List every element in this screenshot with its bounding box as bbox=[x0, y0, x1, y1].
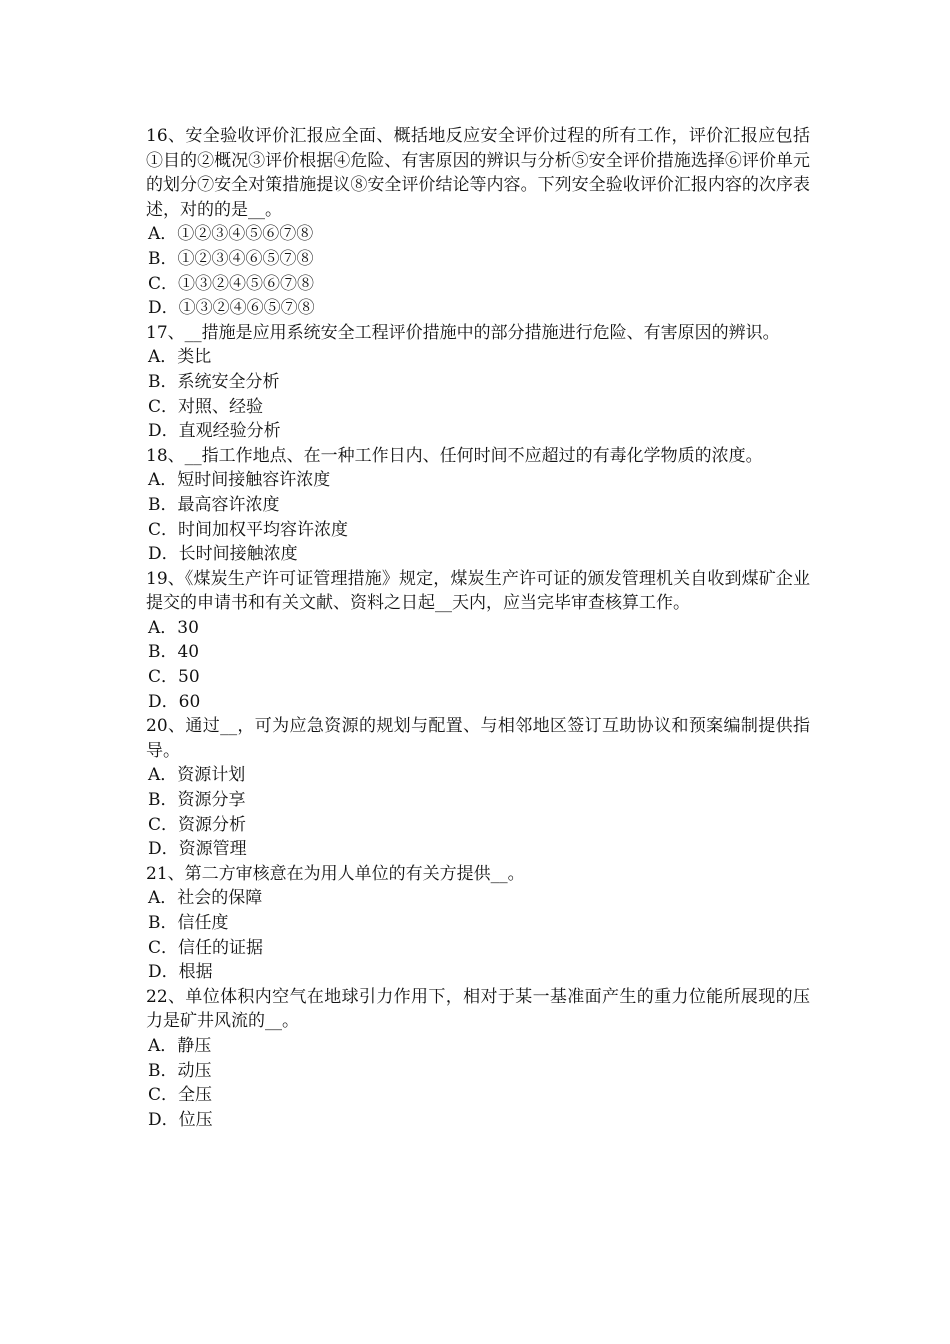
question-21 bbox=[146, 862, 810, 985]
option-c: C．对照、经验 bbox=[148, 396, 264, 417]
question-list bbox=[146, 124, 810, 1132]
option-a: A．①②③④⑤⑥⑦⑧ bbox=[148, 224, 314, 245]
option-d: D．直观经验分析 bbox=[148, 421, 281, 442]
question-17 bbox=[146, 321, 810, 444]
option-c: C．①③②④⑤⑥⑦⑧ bbox=[148, 273, 315, 294]
option-b: B．系统安全分析 bbox=[148, 371, 280, 392]
option-d: D．根据 bbox=[148, 962, 213, 983]
question-stem: 21、第二方审核意在为用人单位的有关方提供__。 bbox=[146, 863, 525, 884]
option-a: A．类比 bbox=[148, 347, 212, 368]
option-c: C．信任的证据 bbox=[148, 937, 264, 958]
option-c: C．50 bbox=[148, 667, 200, 688]
option-a: A．资源计划 bbox=[148, 765, 246, 786]
option-a: A．短时间接触容许浓度 bbox=[148, 470, 331, 491]
question-stem: 20、通过__，可为应急资源的规划与配置、与相邻地区签订互助协议和预案编制提供指导。 bbox=[146, 716, 810, 761]
option-list bbox=[146, 886, 810, 984]
option-b: B．资源分享 bbox=[148, 790, 246, 811]
option-a: A．30 bbox=[148, 617, 199, 638]
option-list bbox=[146, 468, 810, 566]
option-d: D．位压 bbox=[148, 1109, 213, 1130]
option-d: D．①③②④⑥⑤⑦⑧ bbox=[148, 298, 315, 319]
option-list bbox=[146, 222, 810, 320]
option-list bbox=[146, 616, 810, 714]
option-b: B．最高容许浓度 bbox=[148, 494, 280, 515]
option-d: D．长时间接触浓度 bbox=[148, 544, 298, 565]
option-b: B．信任度 bbox=[148, 913, 229, 933]
option-list bbox=[146, 763, 810, 861]
option-a: A．静压 bbox=[148, 1035, 212, 1056]
option-a: A．社会的保障 bbox=[148, 888, 263, 909]
option-c: C．全压 bbox=[148, 1085, 213, 1106]
question-stem: 17、__措施是应用系统安全工程评价措施中的部分措施进行危险、有害原因的辨识。 bbox=[146, 322, 780, 343]
question-16 bbox=[146, 124, 810, 321]
option-b: B．40 bbox=[148, 642, 200, 663]
option-list bbox=[146, 345, 810, 443]
option-list bbox=[146, 1034, 810, 1132]
question-stem: 22、单位体积内空气在地球引力作用下，相对于某一基准面产生的重力位能所展现的压力是矿井风流的__。 bbox=[146, 986, 810, 1032]
question-18 bbox=[146, 444, 810, 567]
option-b: B．①②③④⑥⑤⑦⑧ bbox=[148, 248, 314, 269]
question-stem: 16、安全验收评价汇报应全面、概括地反应安全评价过程的所有工作，评价汇报应包括①目的②概况③评价根据④危险、有害原因的辨识与分析⑤安全评价措施选择⑥评价单元的划分⑦安全对策措施提议⑧安全评价结论等内容。下列安全验收评价汇报内容的次序表述，对的的是__。 bbox=[146, 126, 810, 220]
option-d: D．资源管理 bbox=[148, 839, 247, 860]
question-stem: 18、__指工作地点、在一种工作日内、任何时间不应超过的有毒化学物质的浓度。 bbox=[146, 445, 763, 466]
option-b: B．动压 bbox=[148, 1060, 212, 1081]
question-20 bbox=[146, 714, 810, 862]
question-22 bbox=[146, 985, 810, 1133]
option-c: C．资源分析 bbox=[148, 814, 247, 835]
question-stem: 19、《煤炭生产许可证管理措施》规定，煤炭生产许可证的颁发管理机关自收到煤矿企业提交的申请书和有关文献、资料之日起__天内，应当完毕审查核算工作。 bbox=[146, 568, 810, 614]
option-d: D．60 bbox=[148, 691, 201, 712]
question-19 bbox=[146, 567, 810, 715]
option-c: C．时间加权平均容许浓度 bbox=[148, 519, 349, 540]
